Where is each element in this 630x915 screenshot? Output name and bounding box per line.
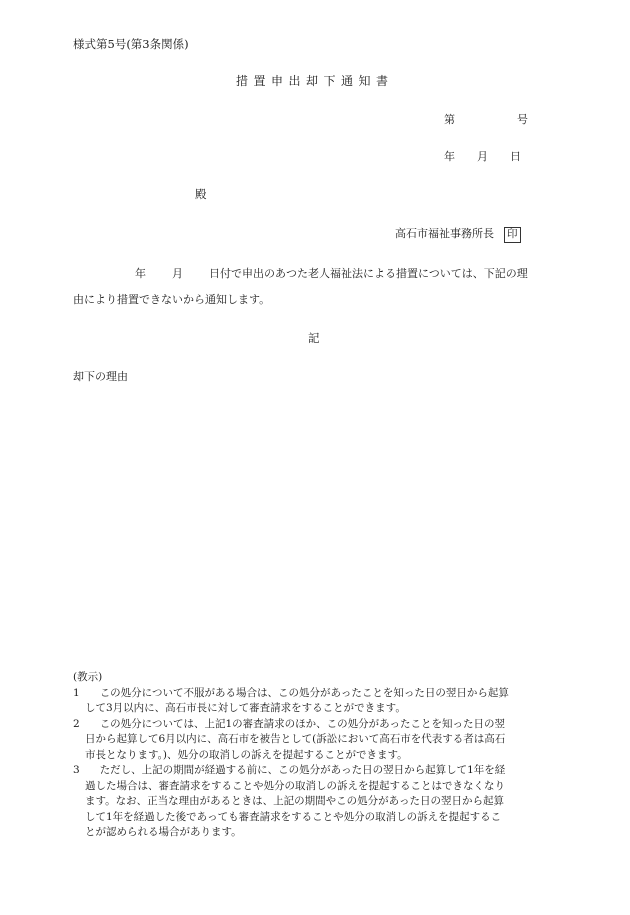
- body-text: [73, 268, 528, 305]
- appeal-notice: [73, 670, 543, 841]
- notice-item-number: 3: [73, 764, 80, 776]
- notice-item-line: この処分については、上記1の審査請求のほか、この処分があったことを知った日の翌: [99, 717, 506, 730]
- notice-item-line: して1年を経過した後であっても審査請求をすることや処分の取消しの訴えを提起するこ: [85, 810, 502, 823]
- reason-label: 却下の理由: [73, 370, 128, 383]
- issuer-line: [395, 227, 521, 243]
- number-prefix: 第: [444, 113, 455, 126]
- notice-item-line: この処分について不服がある場合は、この処分があったことを知った日の翌日から起算: [99, 686, 509, 699]
- document-title: 措置申出却下通知書: [236, 74, 394, 88]
- notice-item-line: 日から起算して6月以内に、高石市を被告として(訴訟において高石市を代表する者は高石: [85, 733, 506, 745]
- notice-item-line: 市長となります。)、処分の取消しの訴えを提起することができます。: [85, 748, 408, 761]
- notice-item: [73, 717, 543, 764]
- form-number: 様式第5号(第3条関係): [73, 37, 189, 51]
- notice-item: [73, 763, 543, 841]
- date-year: 年: [444, 150, 455, 163]
- notice-heading: (教示): [73, 671, 103, 683]
- issuer-name: 高石市福祉事務所長: [395, 227, 494, 240]
- notice-item: [73, 686, 543, 717]
- date-month: 月: [477, 150, 488, 163]
- number-suffix: 号: [517, 113, 528, 126]
- body-line2: 由により措置できないから通知します。: [73, 293, 271, 306]
- body-month: 月: [172, 267, 183, 280]
- document-number-line: [444, 114, 528, 125]
- body-year: 年: [135, 267, 146, 280]
- notice-item-line: とが認められる場合があります。: [85, 826, 242, 838]
- notice-item-line: ます。なお、正当な理由があるときは、上記の期間やこの処分があった日の翌日から起算: [85, 795, 505, 807]
- date-line: [444, 151, 521, 162]
- date-day: 日: [510, 150, 521, 163]
- notice-item-number: 2: [73, 717, 80, 730]
- notice-item-line: 過した場合は、審査請求をすることや処分の取消しの訴えを提起することはできなくなり: [85, 779, 505, 792]
- notice-item-number: 1: [73, 686, 80, 699]
- notice-item-line: して3月以内に、高石市長に対して審査請求をすることができます。: [85, 702, 406, 714]
- addressee-suffix: 殿: [195, 187, 207, 201]
- seal-mark: 印: [504, 227, 521, 243]
- ki-heading: 記: [308, 331, 320, 345]
- body-line1-rest: 日付で申出のあつた老人福祉法による措置については、下記の理: [209, 267, 528, 280]
- notice-item-line: ただし、上記の期間が経過する前に、この処分があった日の翌日から起算して1年を経: [99, 764, 506, 776]
